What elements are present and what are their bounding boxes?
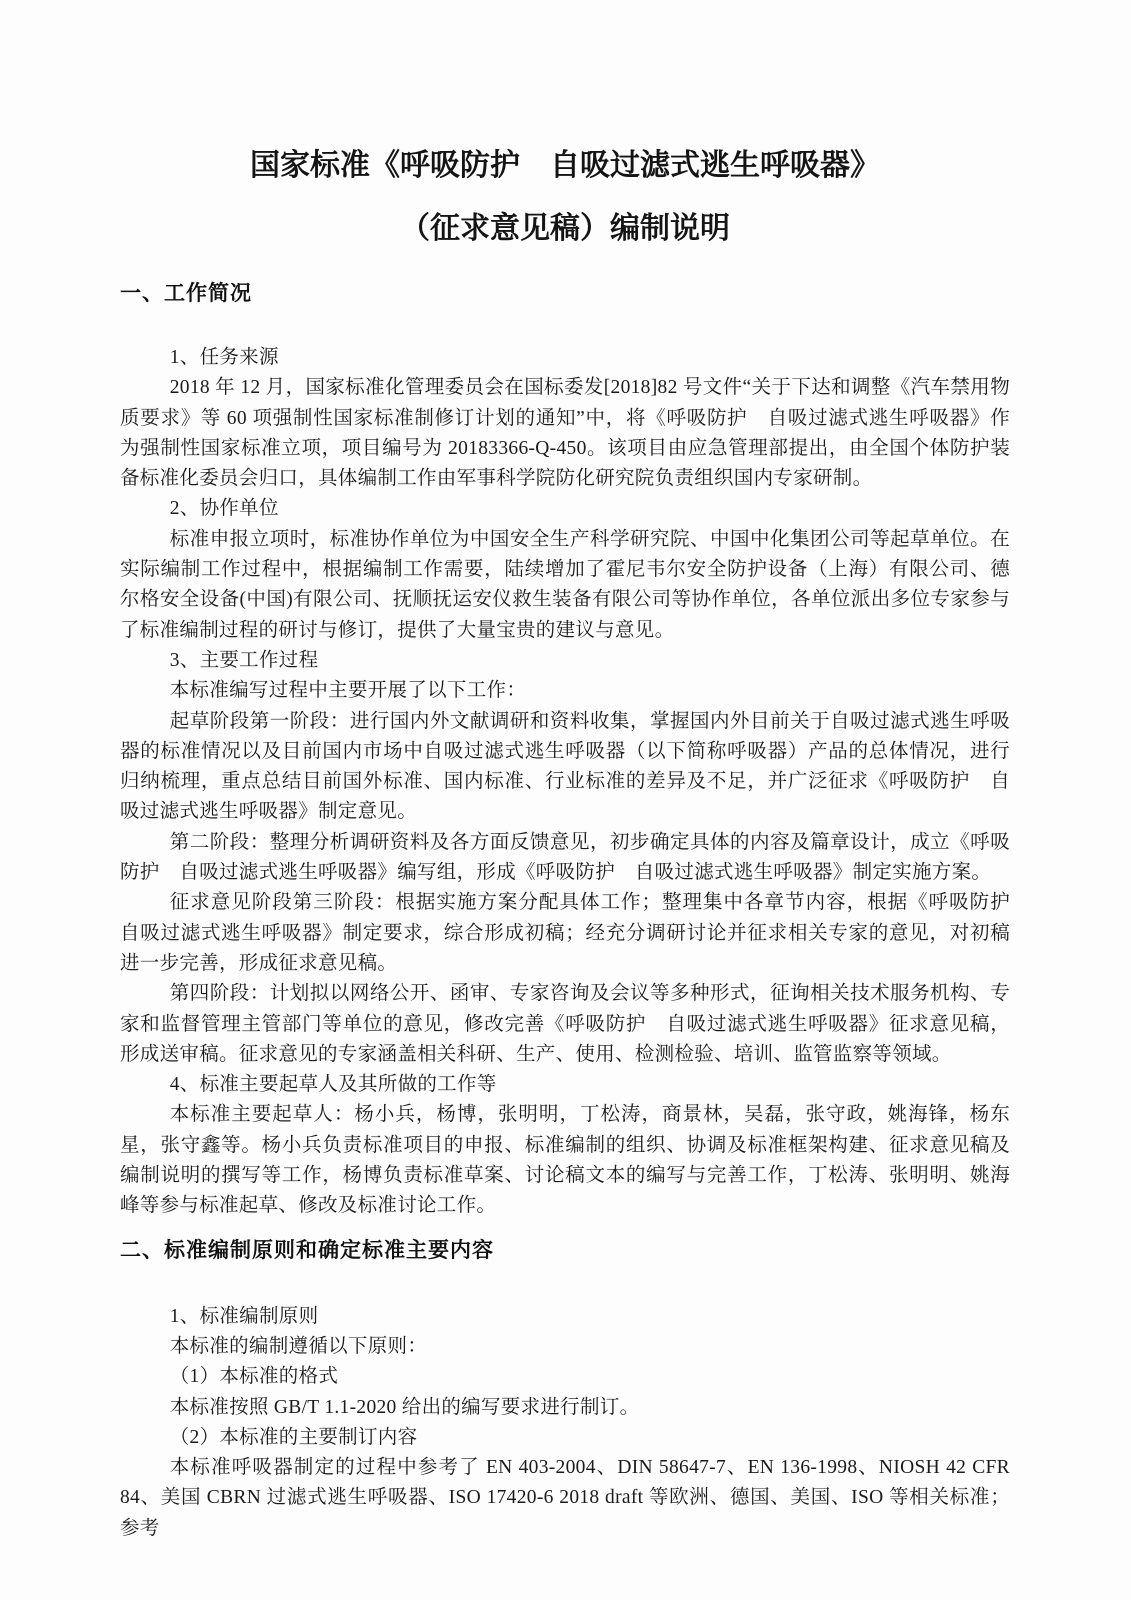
paragraph: 本标准呼吸器制定的过程中参考了 EN 403-2004、DIN 58647-7、EN 136-1998、NIOSH 42 CFR 84、美国 CBRN 过滤式逃生呼吸器、ISO 17420-6 2018 draft 等欧洲、德国、美国、ISO 等相关标准；参考 [120,1457,1010,1539]
section [120,1238,1010,1544]
paragraph: 征求意见阶段第三阶段：根据实施方案分配具体工作；整理集中各章节内容，根据《呼吸防护 自吸过滤式逃生呼吸器》制定要求，综合形成初稿；经充分调研讨论并征求相关专家的意见，对初稿进一步完善，形成征求意见稿。 [120,892,1030,974]
paragraph: 第二阶段：整理分析调研资料及各方面反馈意见，初步确定具体的内容及篇章设计，成立《呼吸防护 自吸过滤式逃生呼吸器》编写组，形成《呼吸防护 自吸过滤式逃生呼吸器》制定实施方案。 [120,831,1010,884]
section-paragraphs [120,1302,1010,1544]
paragraph: 1、标准编制原则 [169,1305,319,1327]
paragraph: 本标准主要起草人：杨小兵，杨博，张明明，丁松涛，商景林，吴磊，张守政，姚海锋，杨东星，张守鑫等。杨小兵负责标准项目的申报、标准编制的组织、协调及标准框架构建、征求意见稿及编制说明的撰写等工作，杨博负责标准草案、讨论稿文本的编写与完善工作，丁松涛、张明明、姚海峰等参与标准起草、修改及标准讨论工作。 [120,1104,1010,1217]
paragraph: （1）本标准的格式 [169,1366,339,1388]
document-body [120,281,1030,1544]
document-subtitle: （征求意见稿）编制说明 [400,212,730,245]
paragraph: 标准申报立项时，标准协作单位为中国安全生产科学研究院、中国中化集团公司等起草单位。在实际编制工作过程中，根据编制工作需要，陆续增加了霍尼韦尔安全防护设备（上海）有限公司、德尔格安全设备(中国)有限公司、抚顺抚运安仪救生装备有限公司等协作单位，各单位派出多位专家参与了标准编制过程的研讨与修订，提供了大量宝贵的建议与意见。 [120,528,1010,641]
paragraph: 4、标准主要起草人及其所做的工作等 [169,1074,497,1096]
paragraph: （2）本标准的主要制订内容 [169,1426,418,1448]
paragraph: 第四阶段：计划拟以网络公开、函审、专家咨询及会议等多种形式，征询相关技术服务机构、专家和监督管理主管部门等单位的意见，修改完善《呼吸防护 自吸过滤式逃生呼吸器》征求意见稿，形成送审稿。征求意见的专家涵盖相关科研、生产、使用、检测检验、培训、监管监察等领域。 [120,983,1010,1065]
paragraph: 起草阶段第一阶段：进行国内外文献调研和资料收集，掌握国内外目前关于自吸过滤式逃生呼吸器的标准情况以及目前国内市场中自吸过滤式逃生呼吸器（以下简称呼吸器）产品的总体情况，进行归纳梳理，重点总结目前国外标准、国内标准、行业标准的差异及不足，并广泛征求《呼吸防护 自吸过滤式逃生呼吸器》制定意见。 [120,710,1010,823]
paragraph: 2、协作单位 [169,498,279,520]
document-title: 国家标准《呼吸防护 自吸过滤式逃生呼吸器》 [250,149,880,182]
paragraph: 本标准编写过程中主要开展了以下工作： [169,680,527,702]
paragraph: 3、主要工作过程 [169,649,319,671]
section [120,281,1030,1222]
paragraph: 本标准的编制遵循以下原则： [169,1335,428,1357]
paragraph: 本标准按照 GB/T 1.1-2020 给出的编写要求进行制订。 [169,1396,640,1418]
paragraph: 1、任务来源 [169,347,279,368]
section-paragraphs [120,343,1030,1222]
section-heading: 二、标准编制原则和确定标准主要内容 [120,1237,494,1262]
paragraph: 2018 年 12 月，国家标准化管理委员会在国标委发[2018]82 号文件“关于下达和调整《汽车禁用物质要求》等 60 项强制性国家标准制修订计划的通知”中，将《呼吸防护 自吸过滤式逃生呼吸器》作为强制性国家标准立项，项目编号为 20183366-Q-450。该项目由应急管理部提出，由全国个体防护装备标准化委员会归口，具体编制工作由军事科学院防化研究院负责组织国内专家研制。 [120,377,1010,490]
section-heading: 一、工作简况 [120,281,252,305]
